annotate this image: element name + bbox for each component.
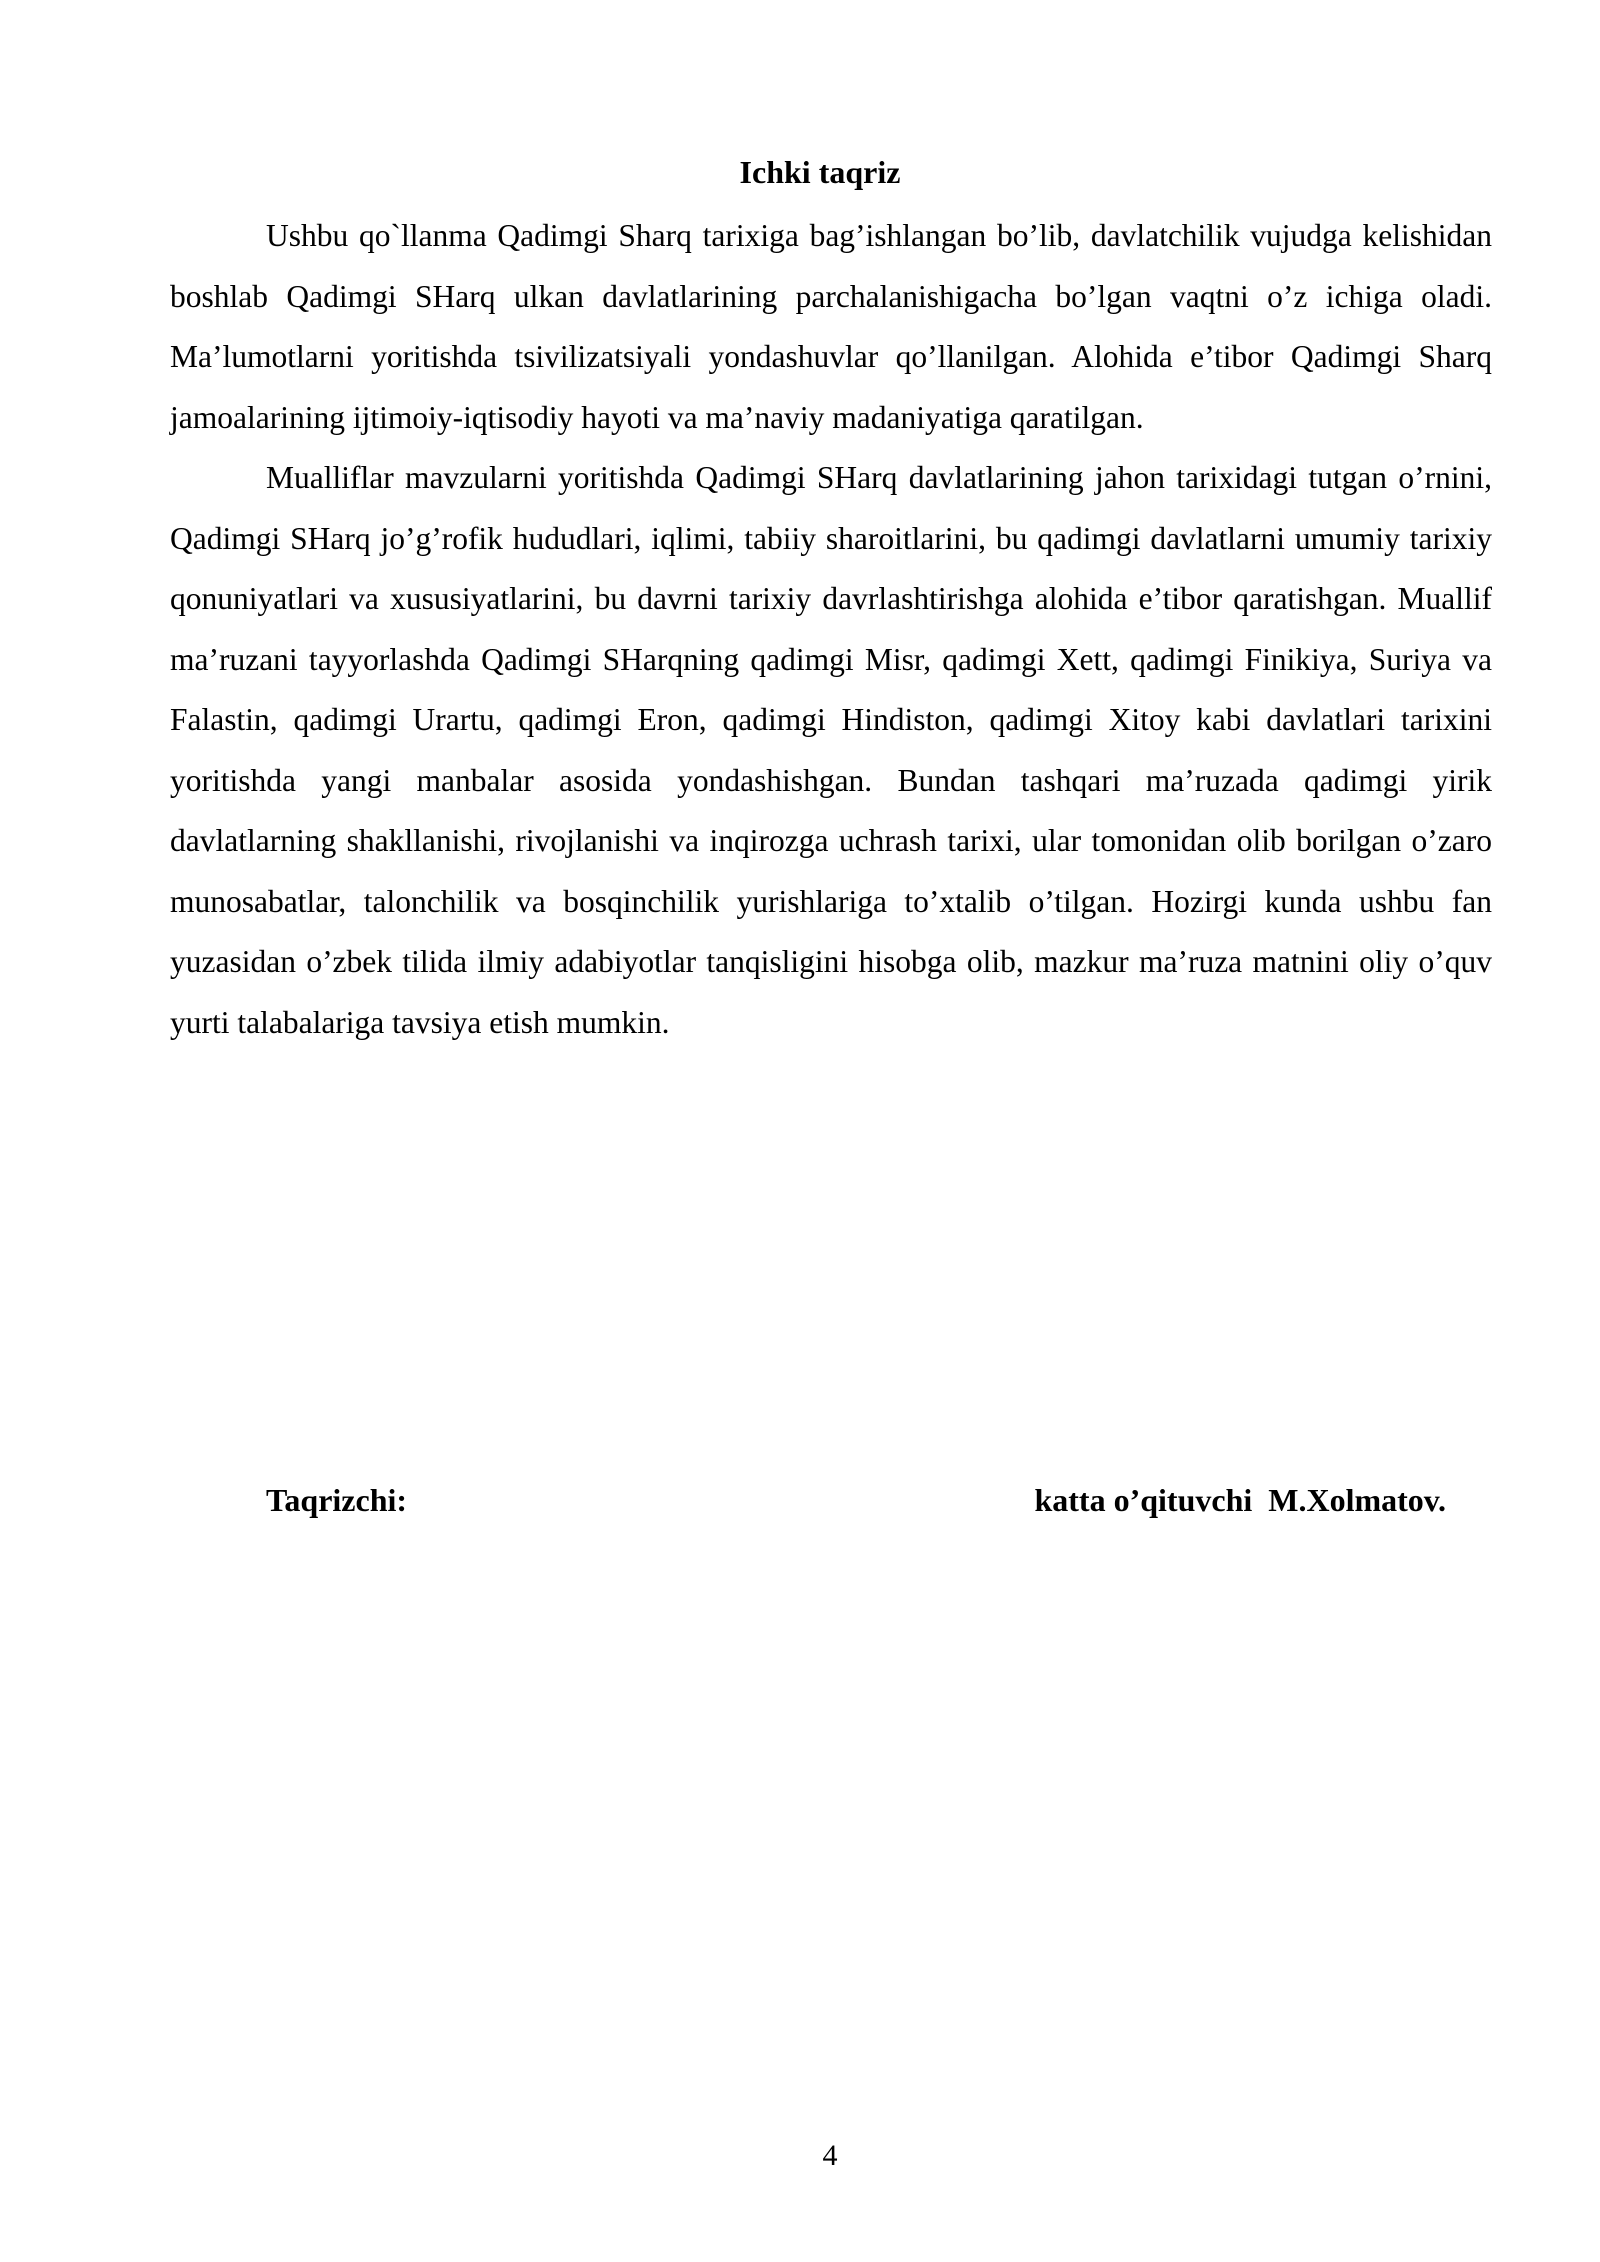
reviewer-name: katta o’qituvchi M.Xolmatov. xyxy=(1034,1482,1446,1518)
reviewer-label: Taqrizchi: xyxy=(266,1482,408,1518)
document-title: Ichki taqriz xyxy=(739,154,901,190)
page-number: 4 xyxy=(822,2139,838,2172)
review-body xyxy=(170,206,1492,1053)
paragraph-1: Ushbu qo`llanma Qadimgi Sharq tarixiga bag’ishlangan bo’lib, davlatchilik vujudga kelishidan boshlab Qadimgi SHarq ulkan davlatlarining parchalanishigacha bo’lgan vaqtni o’z ichiga oladi. Ma’lumotlarni yoritishda tsivilizatsiyali yondashuvlar qo’llanilgan. Alohida e’tibor Qadimgi Sharq jamoalarining ijtimoiy-iqtisodiy hayoti va ma’naviy madaniyatiga qaratilgan. xyxy=(170,218,1492,435)
paragraph-2: Mualliflar mavzularni yoritishda Qadimgi SHarq davlatlarining jahon tarixidagi tutgan o’rnini, Qadimgi SHarq jo’g’rofik hududlari, iqlimi, tabiiy sharoitlarini, bu qadimgi davlatlarni umumiy tarixiy qonuniyatlari va xususiyatlarini, bu davrni tarixiy davrlashtirishga alohida e’tibor qaratishgan. Muallif ma’ruzani tayyorlashda Qadimgi SHarqning qadimgi Misr, qadimgi Xett, qadimgi Finikiya, Suriya va Falastin, qadimgi Urartu, qadimgi Eron, qadimgi Hindiston, qadimgi Xitoy kabi davlatlari tarixini yoritishda yangi manbalar asosida yondashishgan. Bundan tashqari ma’ruzada qadimgi yirik davlatlarning shakllanishi, rivojlanishi va inqirozga uchrash tarixi, ular tomonidan olib borilgan o’zaro munosabatlar, talonchilik va bosqinchilik yurishlariga to’xtalib o’tilgan. Hozirgi kunda ushbu fan yuzasidan o’zbek tilida ilmiy adabiyotlar tanqisligini hisobga olib, mazkur ma’ruza matnini oliy o’quv yurti talabalariga tavsiya etish mumkin. xyxy=(170,460,1492,1040)
signature-block xyxy=(0,1478,1600,1522)
